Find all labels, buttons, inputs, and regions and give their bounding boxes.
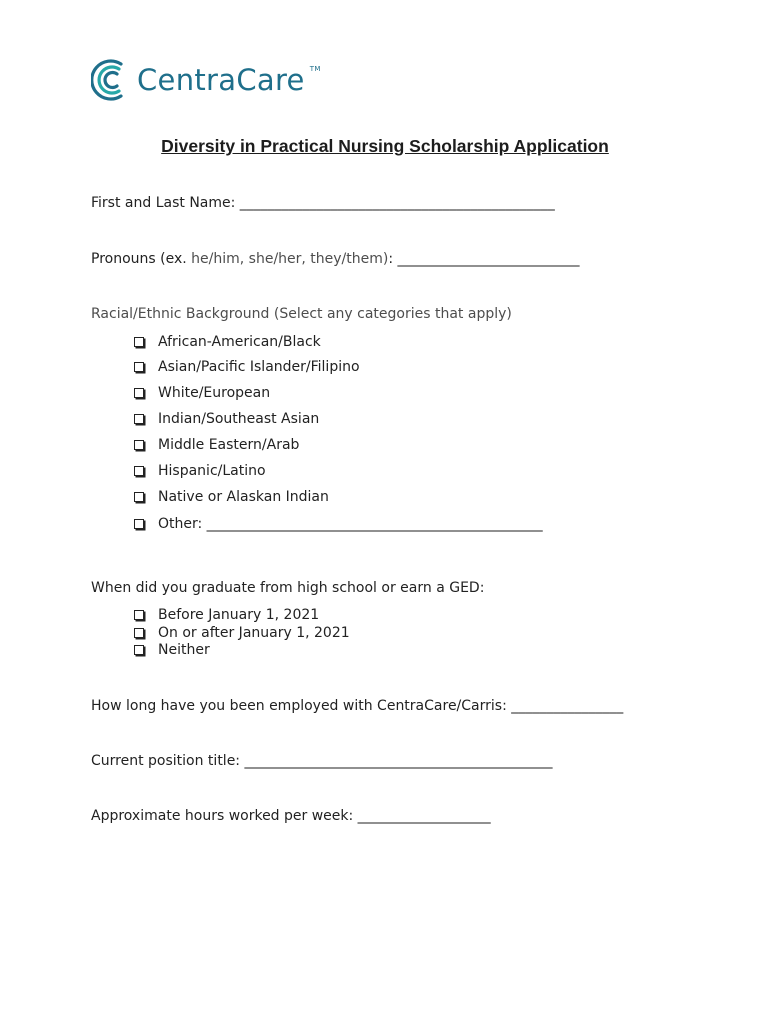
checkbox[interactable] — [134, 337, 144, 347]
graduation-option[interactable]: On or after January 1, 2021 — [134, 625, 350, 641]
employment-duration-field[interactable]: How long have you been employed with CentraCare/Carris: ________________ — [91, 698, 624, 714]
centracare-logo-icon — [91, 58, 129, 102]
graduation-prompt: When did you graduate from high school or earn a GED: — [91, 580, 485, 596]
checkbox[interactable] — [134, 628, 144, 638]
position-title-field[interactable]: Current position title: ____________________________________________ — [91, 753, 553, 769]
checkbox[interactable] — [134, 645, 144, 655]
graduation-option[interactable]: Before January 1, 2021 — [134, 607, 319, 623]
ethnicity-prompt: Racial/Ethnic Background (Select any categories that apply) — [91, 306, 512, 322]
ethnicity-option[interactable]: Asian/Pacific Islander/Filipino — [134, 359, 360, 375]
centracare-logo — [91, 58, 321, 102]
pronouns-field[interactable] — [91, 251, 580, 267]
name-field[interactable]: First and Last Name: _____________________________________________ — [91, 195, 555, 211]
ethnicity-option-other[interactable]: Other: ________________________________________________ — [134, 516, 543, 532]
pronouns-examples: he/him, she/her, they/them) — [191, 251, 389, 267]
checkbox[interactable] — [134, 466, 144, 476]
pronouns-blank[interactable]: : __________________________ — [388, 251, 580, 267]
pronouns-label: Pronouns (ex. — [91, 251, 192, 267]
hours-per-week-field[interactable]: Approximate hours worked per week: ___________________ — [91, 808, 491, 824]
brand-name: CentraCare TM — [137, 63, 321, 97]
graduation-option[interactable]: Neither — [134, 642, 210, 658]
checkbox[interactable] — [134, 440, 144, 450]
ethnicity-option[interactable]: Middle Eastern/Arab — [134, 437, 299, 453]
checkbox[interactable] — [134, 388, 144, 398]
checkbox[interactable] — [134, 414, 144, 424]
trademark-mark: TM — [309, 65, 321, 73]
checkbox[interactable] — [134, 492, 144, 502]
ethnicity-option[interactable]: Hispanic/Latino — [134, 463, 266, 479]
checkbox[interactable] — [134, 362, 144, 372]
ethnicity-option[interactable]: African-American/Black — [134, 334, 321, 350]
checkbox[interactable] — [134, 610, 144, 620]
form-title: Diversity in Practical Nursing Scholarship Application — [161, 136, 609, 156]
ethnicity-option[interactable]: Indian/Southeast Asian — [134, 411, 319, 427]
checkbox[interactable] — [134, 519, 144, 529]
ethnicity-option[interactable]: White/European — [134, 385, 270, 401]
ethnicity-option[interactable]: Native or Alaskan Indian — [134, 489, 329, 505]
